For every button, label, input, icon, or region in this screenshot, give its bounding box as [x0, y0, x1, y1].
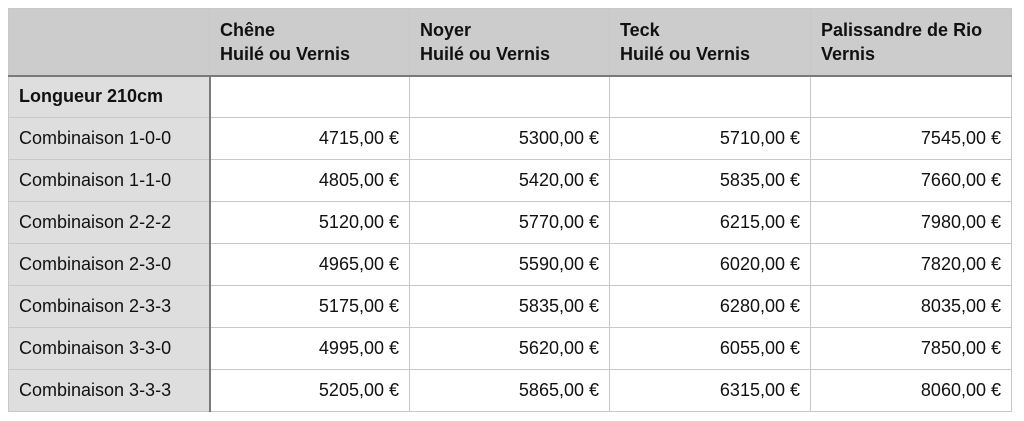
price-cell: 5835,00 €	[610, 160, 811, 202]
price-cell: 5420,00 €	[410, 160, 610, 202]
price-cell: 8035,00 €	[811, 286, 1012, 328]
price-cell: 4805,00 €	[210, 160, 410, 202]
price-cell: 5835,00 €	[410, 286, 610, 328]
section-label: Longueur 210cm	[9, 76, 210, 118]
column-header-subtitle: Huilé ou Vernis	[620, 43, 751, 64]
price-cell: 7820,00 €	[811, 244, 1012, 286]
table-row	[9, 160, 1012, 202]
header-row	[9, 9, 1012, 76]
section-row	[9, 76, 1012, 118]
price-cell: 6020,00 €	[610, 244, 811, 286]
table-row	[9, 286, 1012, 328]
column-header-subtitle: Huilé ou Vernis	[220, 43, 351, 64]
empty-cell	[610, 76, 811, 118]
price-cell: 7660,00 €	[811, 160, 1012, 202]
column-header-title: Palissandre de Rio	[821, 19, 983, 40]
corner-cell	[9, 9, 210, 76]
table-row	[9, 328, 1012, 370]
row-label: Combinaison 3-3-3	[9, 370, 210, 412]
column-header-palissandre	[811, 9, 1012, 76]
table-row	[9, 244, 1012, 286]
column-header-chene	[210, 9, 410, 76]
price-cell: 5865,00 €	[410, 370, 610, 412]
empty-cell	[811, 76, 1012, 118]
empty-cell	[410, 76, 610, 118]
price-cell: 4995,00 €	[210, 328, 410, 370]
price-cell: 6280,00 €	[610, 286, 811, 328]
column-header-teck	[610, 9, 811, 76]
price-cell: 4965,00 €	[210, 244, 410, 286]
price-cell: 6055,00 €	[610, 328, 811, 370]
price-cell: 7545,00 €	[811, 118, 1012, 160]
empty-cell	[210, 76, 410, 118]
column-header-title: Noyer	[420, 19, 472, 40]
row-label: Combinaison 1-1-0	[9, 160, 210, 202]
column-header-subtitle: Huilé ou Vernis	[420, 43, 551, 64]
table-row	[9, 202, 1012, 244]
price-cell: 5590,00 €	[410, 244, 610, 286]
price-cell: 5175,00 €	[210, 286, 410, 328]
price-table-container	[8, 8, 1012, 412]
column-header-subtitle: Vernis	[821, 43, 876, 64]
row-label: Combinaison 3-3-0	[9, 328, 210, 370]
price-cell: 5120,00 €	[210, 202, 410, 244]
price-cell: 5770,00 €	[410, 202, 610, 244]
column-header-noyer	[410, 9, 610, 76]
price-cell: 7850,00 €	[811, 328, 1012, 370]
column-header-title: Teck	[620, 19, 660, 40]
price-cell: 5620,00 €	[410, 328, 610, 370]
row-label: Combinaison 1-0-0	[9, 118, 210, 160]
price-table	[8, 8, 1012, 412]
row-label: Combinaison 2-3-3	[9, 286, 210, 328]
column-header-title: Chêne	[220, 19, 276, 40]
price-cell: 5710,00 €	[610, 118, 811, 160]
table-row	[9, 370, 1012, 412]
table-row	[9, 118, 1012, 160]
price-cell: 4715,00 €	[210, 118, 410, 160]
price-cell: 7980,00 €	[811, 202, 1012, 244]
row-label: Combinaison 2-3-0	[9, 244, 210, 286]
price-cell: 6215,00 €	[610, 202, 811, 244]
row-label: Combinaison 2-2-2	[9, 202, 210, 244]
price-cell: 5300,00 €	[410, 118, 610, 160]
price-cell: 5205,00 €	[210, 370, 410, 412]
price-cell: 8060,00 €	[811, 370, 1012, 412]
price-cell: 6315,00 €	[610, 370, 811, 412]
